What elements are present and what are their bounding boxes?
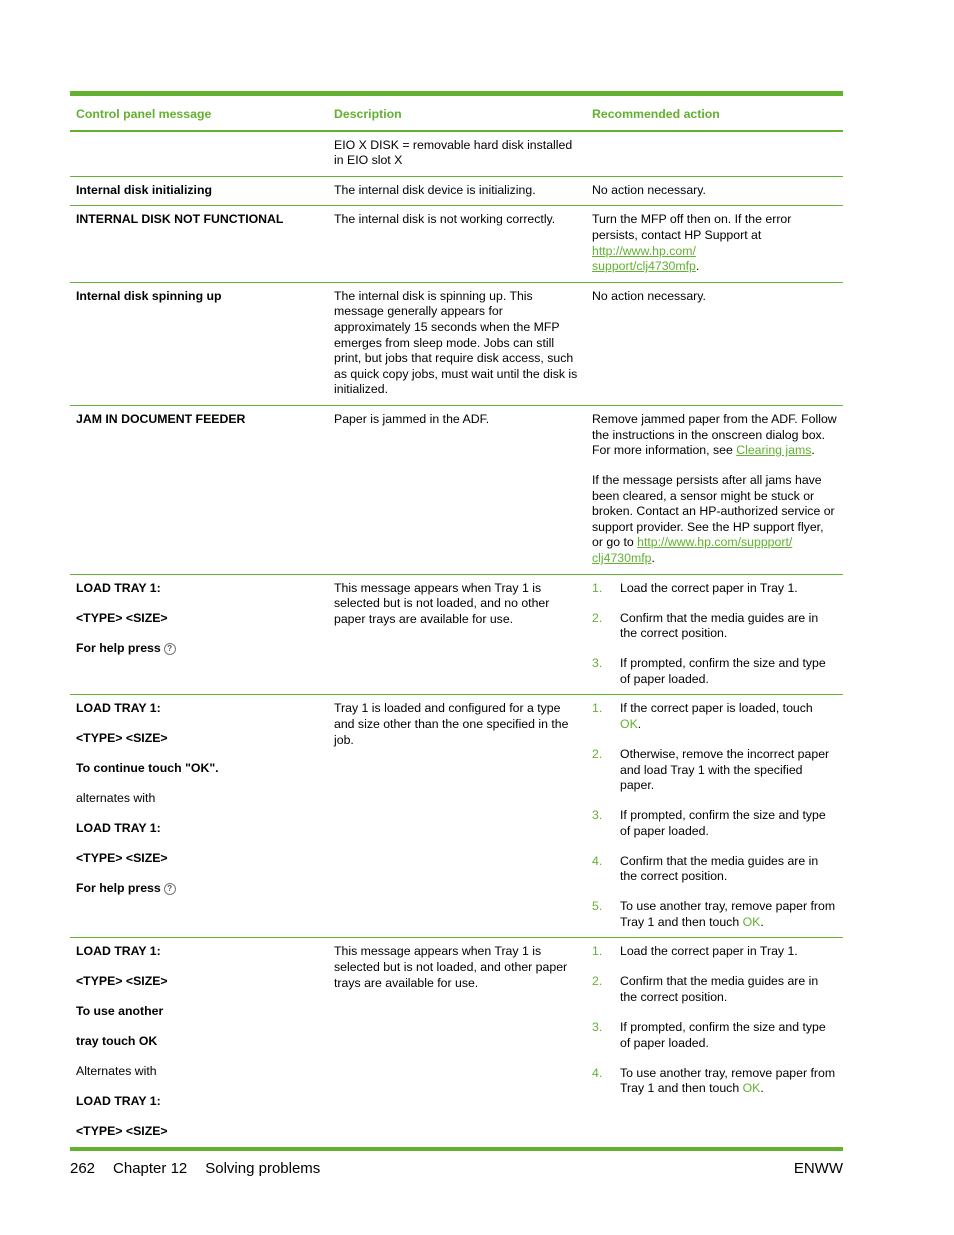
- description-cell: This message appears when Tray 1 is selected but is not loaded, and other paper trays are available for use.: [334, 944, 568, 990]
- action-cell: [586, 206, 843, 281]
- action-text-end: .: [651, 551, 655, 566]
- description-cell: The internal disk device is initializing.: [334, 182, 536, 197]
- link-text: http://www.hp.com/: [592, 243, 696, 258]
- step-text-part: To use another tray, remove paper from Tray 1 and then touch: [620, 1065, 836, 1096]
- step-text: If prompted, confirm the size and type of paper loaded.: [620, 808, 826, 838]
- message-cell: [70, 575, 328, 695]
- action-paragraph: [592, 412, 837, 459]
- table-row: [70, 206, 843, 282]
- action-cell: [586, 406, 843, 574]
- list-item: [592, 808, 837, 839]
- hp-support-link[interactable]: [592, 244, 696, 274]
- list-item: [592, 854, 837, 885]
- ok-button-reference: OK: [742, 1081, 761, 1096]
- message-cell: INTERNAL DISK NOT FUNCTIONAL: [76, 212, 284, 227]
- step-text: Confirm that the media guides are in the correct position.: [620, 974, 819, 1005]
- description-cell: This message appears when Tray 1 is selected but is not loaded, and no other paper trays are available for use.: [334, 580, 550, 626]
- table-row: [70, 406, 843, 575]
- table-header-row: [70, 96, 843, 132]
- step-number: 2.: [592, 974, 603, 989]
- message-cell: [70, 938, 328, 1147]
- step-text: [620, 1066, 837, 1097]
- description-cell: Paper is jammed in the ADF.: [334, 411, 490, 426]
- message-cell: [70, 132, 328, 176]
- page-number: 262: [70, 1160, 96, 1177]
- step-number: 2.: [592, 610, 603, 625]
- message-cell: [70, 695, 328, 937]
- action-cell: [586, 575, 843, 695]
- step-text: Confirm that the media guides are in the correct position.: [620, 610, 819, 641]
- step-text-part: If the correct paper is loaded, touch: [620, 701, 813, 716]
- header-recommended-action: Recommended action: [592, 107, 720, 121]
- step-text: If prompted, confirm the size and type of paper loaded.: [620, 1020, 826, 1050]
- step-number: 1.: [592, 701, 603, 716]
- header-control-panel-message: Control panel message: [76, 107, 212, 121]
- message-cell: JAM IN DOCUMENT FEEDER: [76, 411, 246, 426]
- link-text: http://www.hp.com/suppport/: [637, 535, 793, 550]
- step-number: 1.: [592, 944, 603, 959]
- message-table: [70, 91, 843, 1151]
- step-number: 3.: [592, 656, 603, 671]
- message-text: For help press: [76, 640, 161, 655]
- link-text: support/clj4730mfp: [592, 259, 696, 274]
- message-line: <TYPE> <SIZE>: [76, 974, 168, 989]
- table-row: [70, 575, 843, 696]
- message-line: <TYPE> <SIZE>: [76, 1124, 168, 1139]
- list-item: [592, 656, 837, 687]
- message-line: [76, 881, 322, 897]
- action-cell: No action necessary.: [592, 182, 706, 197]
- action-cell: No action necessary.: [592, 288, 706, 303]
- ok-button-reference: OK: [620, 716, 638, 731]
- list-item: [592, 611, 837, 642]
- description-cell: The internal disk is not working correctly.: [334, 212, 556, 227]
- message-line: LOAD TRAY 1:: [76, 580, 161, 595]
- step-text: Otherwise, remove the incorrect paper and load Tray 1 with the specified paper.: [620, 746, 830, 793]
- action-text: Turn the MFP off then on. If the error persists, contact HP Support at: [592, 212, 792, 242]
- step-text: Load the correct paper in Tray 1.: [620, 944, 798, 959]
- step-text: If prompted, confirm the size and type of paper loaded.: [620, 656, 826, 686]
- message-line: LOAD TRAY 1:: [76, 1094, 161, 1109]
- message-line: LOAD TRAY 1:: [76, 821, 161, 836]
- description-cell: Tray 1 is loaded and configured for a type and size other than the one specified in the job.: [334, 701, 569, 747]
- action-text: If the message persists after all jams have been cleared, a sensor might be stuck or broken. Contact an HP-authorized service or support provider. See the HP support flyer, or go to: [592, 473, 835, 550]
- step-number: 1.: [592, 580, 603, 595]
- steps-list: [592, 701, 837, 930]
- table-row: [70, 938, 843, 1147]
- header-description: Description: [334, 107, 402, 121]
- action-cell: [586, 132, 843, 176]
- step-text-end: .: [760, 1081, 764, 1096]
- steps-list: [592, 944, 837, 1096]
- table-row: [70, 695, 843, 938]
- step-text-end: .: [760, 914, 764, 929]
- message-line: <TYPE> <SIZE>: [76, 610, 168, 625]
- table-row: [70, 177, 843, 207]
- description-cell: EIO X DISK = removable hard disk installed in EIO slot X: [334, 137, 573, 168]
- steps-list: [592, 581, 837, 688]
- message-line: To use another: [76, 1004, 164, 1019]
- message-line: LOAD TRAY 1:: [76, 944, 161, 959]
- table-row: [70, 283, 843, 406]
- list-item: [592, 1066, 837, 1097]
- link-text: clj4730mfp: [592, 551, 652, 566]
- footer-left: [70, 1160, 843, 1177]
- list-item: [592, 747, 837, 794]
- message-line: To continue touch "OK".: [76, 761, 219, 776]
- step-number: 3.: [592, 1020, 603, 1035]
- list-item: [592, 899, 837, 930]
- action-paragraph: [592, 473, 837, 567]
- message-line: Alternates with: [76, 1064, 157, 1079]
- list-item: [592, 701, 837, 732]
- message-text: For help press: [76, 881, 161, 896]
- step-text: [620, 701, 837, 732]
- action-text-end: .: [811, 443, 815, 458]
- step-text: Load the correct paper in Tray 1.: [620, 580, 798, 595]
- help-question-icon: ?: [164, 643, 176, 655]
- step-number: 5.: [592, 899, 603, 914]
- action-cell: [586, 695, 843, 937]
- message-cell: Internal disk spinning up: [76, 288, 222, 303]
- message-line: LOAD TRAY 1:: [76, 701, 161, 716]
- help-question-icon: ?: [164, 883, 176, 895]
- section-title: Solving problems: [205, 1160, 321, 1177]
- message-cell: Internal disk initializing: [76, 182, 212, 197]
- step-text: Confirm that the media guides are in the correct position.: [620, 853, 819, 884]
- table-row: [70, 132, 843, 177]
- page-footer: [70, 1160, 843, 1177]
- step-number: 2.: [592, 746, 603, 761]
- message-line: alternates with: [76, 791, 156, 806]
- message-line: <TYPE> <SIZE>: [76, 731, 168, 746]
- list-item: [592, 944, 837, 960]
- chapter-label: Chapter 12: [113, 1160, 188, 1177]
- action-cell: [586, 938, 843, 1147]
- ok-button-reference: OK: [742, 914, 761, 929]
- list-item: [592, 581, 837, 597]
- step-text: [620, 899, 837, 930]
- step-number: 4.: [592, 1065, 603, 1080]
- description-cell: The internal disk is spinning up. This message generally appears for approximately 15 seconds when the MFP emerges from sleep mode. Jobs can still print, but jobs that require disk access, such as quick copy jobs, must wait until the disk is initialized.: [334, 288, 578, 397]
- step-text-end: .: [637, 716, 642, 731]
- list-item: [592, 1020, 837, 1051]
- action-text: Remove jammed paper from the ADF. Follow the instructions in the onscreen dialog box. For more information, see: [592, 411, 837, 458]
- clearing-jams-link[interactable]: Clearing jams: [736, 443, 812, 458]
- step-number: 4.: [592, 853, 603, 868]
- step-number: 3.: [592, 808, 603, 823]
- message-line: tray touch OK: [76, 1034, 158, 1049]
- table-bottom-rule: [70, 1147, 843, 1151]
- message-line: [76, 641, 322, 657]
- message-line: <TYPE> <SIZE>: [76, 851, 168, 866]
- step-text-part: To use another tray, remove paper from Tray 1 and then touch: [620, 899, 836, 929]
- action-text-end: .: [695, 259, 700, 274]
- list-item: [592, 974, 837, 1005]
- footer-right-label: ENWW: [793, 1160, 843, 1177]
